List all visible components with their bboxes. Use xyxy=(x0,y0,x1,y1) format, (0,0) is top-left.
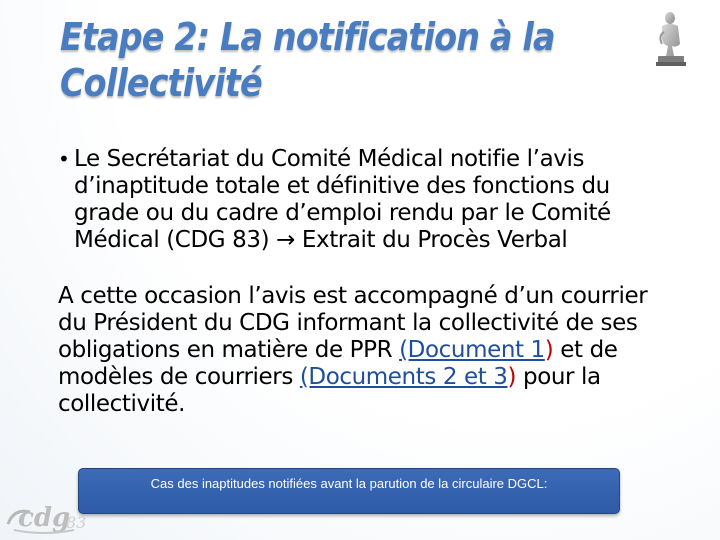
callout-text: Cas des inaptitudes notifiées avant la parution de la circulaire DGCL: xyxy=(150,476,548,491)
slide-title xyxy=(60,14,553,106)
paragraph-outro: pour la collectivité. xyxy=(58,364,601,417)
title-line-1: Etape 2: La notification à la xyxy=(60,15,555,59)
paragraph-middle: et de modèles de courriers xyxy=(58,337,618,390)
document-3-close-paren: ) xyxy=(507,364,517,390)
bullet-text-start: Le Secrétariat du Comité Médical notifie l’avis d’inaptitude totale et définitive des fonctions du grade ou du cadre d’emploi rendu par le Comité Médical (CDG 83) xyxy=(74,146,611,253)
title-line-2: Collectivité xyxy=(60,61,262,105)
bullet-dot: • xyxy=(58,147,70,171)
callout-box[interactable] xyxy=(78,468,620,514)
document-3-link[interactable]: et 3 xyxy=(464,364,508,390)
bullet-text-end: Extrait du Procès Verbal xyxy=(294,227,568,253)
cdg83-logo xyxy=(4,494,96,538)
document-2-link[interactable]: (Documents 2 xyxy=(299,364,464,390)
arrow-right-icon: → xyxy=(276,227,295,253)
document-1-close-paren: ) xyxy=(544,337,554,363)
bullet-item xyxy=(58,146,674,254)
body-paragraph xyxy=(58,283,668,418)
slide-content xyxy=(58,146,698,418)
statue-icon xyxy=(650,10,690,66)
svg-text:cdg: cdg xyxy=(18,503,71,533)
document-1-link[interactable]: (Document 1 xyxy=(399,337,545,363)
paragraph-intro: A cette occasion l’avis est accompagné d’un courrier du Président du CDG informant la collectivité de ses obligations en matière de PPR xyxy=(58,283,648,363)
svg-text:83: 83 xyxy=(66,513,87,532)
